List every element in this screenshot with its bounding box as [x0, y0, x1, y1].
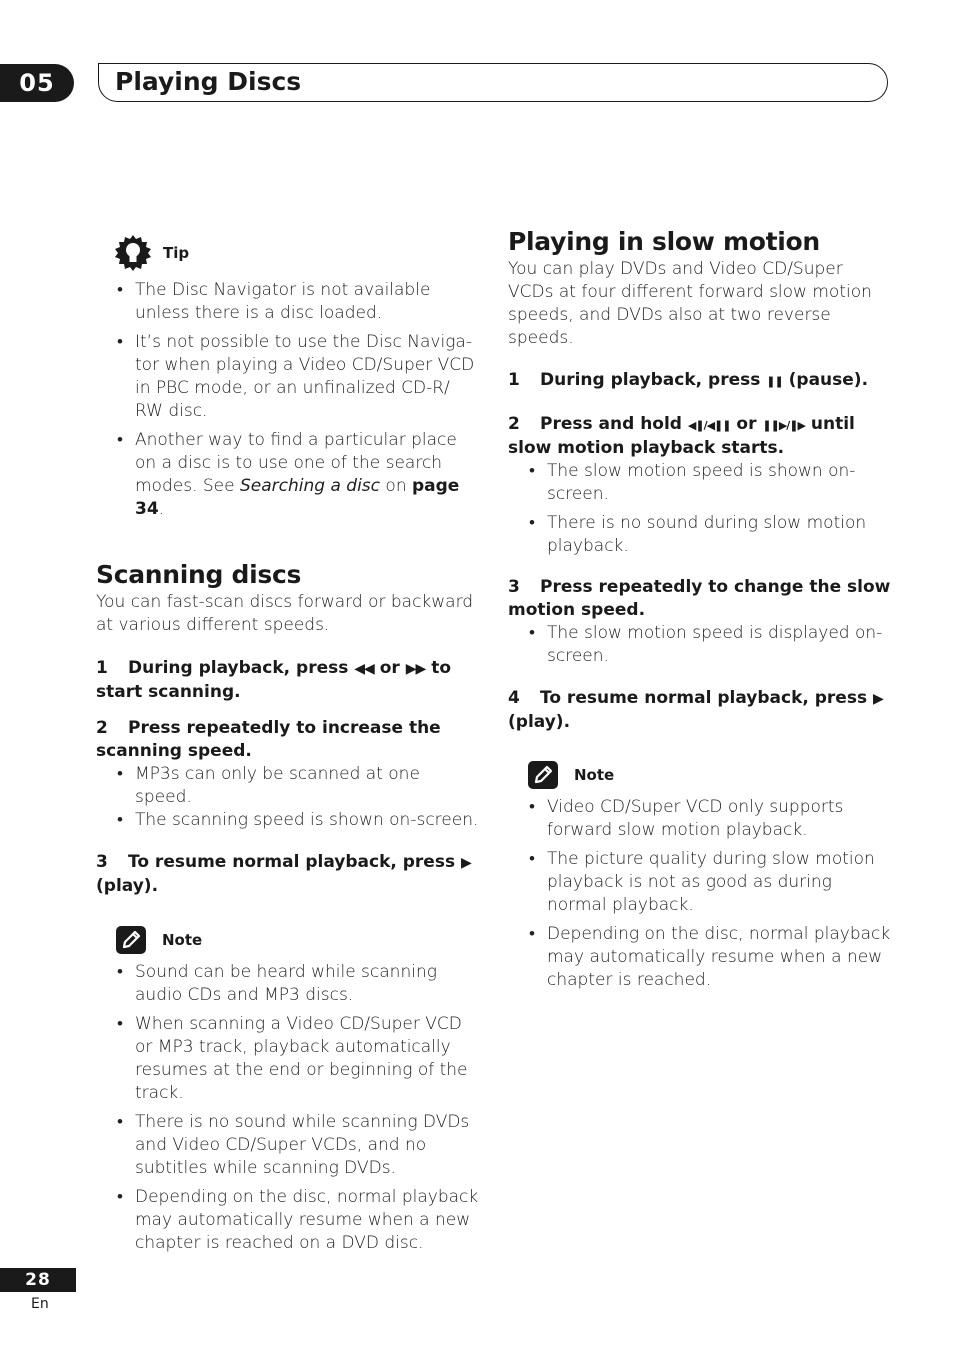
list-item: • Sound can be heard while scanning audio CDs and MP3 discs.	[135, 961, 481, 1007]
tip-text: Another way to find a particular place on a disc is to use one of the search modes. See	[135, 430, 457, 496]
list-item: • The slow motion speed is shown on-screen.	[547, 460, 892, 506]
step-2-list	[96, 763, 481, 832]
pencil-icon	[528, 761, 558, 789]
step-text: Press and hold	[540, 414, 688, 434]
note-list	[508, 796, 892, 992]
list-item	[135, 429, 481, 521]
step-text: To resume normal playback, press	[128, 852, 461, 872]
pencil-icon	[116, 926, 146, 954]
step-text: to start scanning.	[96, 658, 452, 702]
slow-reverse-icon: ◀❚/◀❚❚	[687, 419, 731, 432]
tip-list	[96, 279, 481, 521]
list-item: • When scanning a Video CD/Super VCD or MP3 track, playback automatically resumes at the end or beginning of the track.	[135, 1013, 481, 1105]
page-number: 28	[0, 1268, 76, 1292]
step-text: until slow motion playback starts.	[508, 414, 855, 458]
step-number: 3	[96, 852, 108, 872]
step-number: 4	[508, 688, 520, 708]
step-2	[508, 413, 892, 460]
list-item: • The picture quality during slow motion playback is not as good as during normal playback.	[547, 848, 892, 917]
left-column	[96, 234, 481, 1255]
step-text: (pause).	[782, 370, 869, 390]
step-1	[96, 657, 481, 704]
step-4	[508, 687, 892, 734]
step-text: During playback, press	[128, 658, 355, 678]
list-item: • There is no sound during slow motion playback.	[547, 512, 892, 558]
step-number: 1	[96, 658, 108, 678]
step-number: 1	[508, 370, 520, 390]
note-heading	[116, 926, 481, 954]
pause-icon: ❚❚	[766, 375, 783, 388]
note-label: Note	[162, 930, 203, 949]
right-column	[508, 226, 892, 992]
list-item: • There is no sound while scanning DVDs and Video CD/Super VCDs, and no subtitles while scanning DVDs.	[135, 1111, 481, 1180]
page-reference: page 34	[135, 476, 460, 519]
step-3-list	[508, 622, 892, 668]
step-number: 2	[508, 414, 520, 434]
page-title: Playing Discs	[115, 67, 302, 96]
note-label: Note	[574, 765, 615, 784]
list-item: • The scanning speed is shown on-screen.	[135, 809, 481, 832]
step-3	[508, 576, 892, 622]
step-number: 3	[508, 577, 520, 597]
language-code: En	[31, 1296, 49, 1312]
tip-text: .	[158, 499, 165, 519]
section-intro: You can fast-scan discs forward or backward at various different speeds.	[96, 592, 474, 635]
step-text: (play).	[508, 712, 571, 732]
step-text: or	[730, 414, 763, 434]
chapter-number-tab	[0, 64, 74, 102]
list-item: • It’s not possible to use the Disc Naviga-tor when playing a Video CD/Super VCD in PBC mode, or an unfinalized CD-R/ RW disc.	[135, 331, 481, 423]
chapter-number: 05	[19, 69, 55, 97]
fast-forward-icon: ▶▶	[405, 661, 426, 677]
list-item: • The Disc Navigator is not available unless there is a disc loaded.	[135, 279, 481, 325]
step-text: (play).	[96, 876, 159, 896]
section-title-scanning: Scanning discs	[96, 560, 302, 589]
list-item: • Depending on the disc, normal playback may automatically resume when a new chapter is reached on a DVD disc.	[135, 1186, 481, 1255]
section-title-slow-motion: Playing in slow motion	[508, 227, 820, 256]
step-text: or	[373, 658, 406, 678]
section-intro: You can play DVDs and Video CD/Super VCDs at four different forward slow motion speeds, and DVDs also at two reverse speeds.	[508, 259, 872, 348]
list-item: • The slow motion speed is displayed on-screen.	[547, 622, 892, 668]
step-text: Press repeatedly to increase the scanning speed.	[96, 718, 441, 761]
step-3	[96, 851, 481, 898]
rewind-icon: ◀◀	[354, 661, 374, 677]
step-text: To resume normal playback, press	[540, 688, 873, 708]
note-list	[96, 961, 481, 1255]
list-item: • MP3s can only be scanned at one speed.	[135, 763, 481, 809]
cross-reference: Searching a disc	[240, 476, 381, 496]
note-heading	[528, 761, 892, 789]
step-number: 2	[96, 718, 108, 738]
play-icon: ▶	[873, 691, 883, 707]
play-icon: ▶	[461, 855, 471, 871]
slow-forward-icon: ❚❚▶/❚▶	[762, 419, 805, 432]
step-2	[96, 717, 481, 763]
tip-heading	[114, 234, 481, 272]
tip-label: Tip	[163, 243, 190, 262]
step-text: Press repeatedly to change the slow motion speed.	[508, 577, 891, 620]
list-item: • Video CD/Super VCD only supports forward slow motion playback.	[547, 796, 892, 842]
tip-text: on	[380, 476, 412, 496]
lightbulb-icon	[114, 234, 152, 272]
step-text: During playback, press	[540, 370, 767, 390]
step-1	[508, 369, 892, 393]
step-2-list	[508, 460, 892, 558]
list-item: • Depending on the disc, normal playback may automatically resume when a new chapter is reached.	[547, 923, 892, 992]
